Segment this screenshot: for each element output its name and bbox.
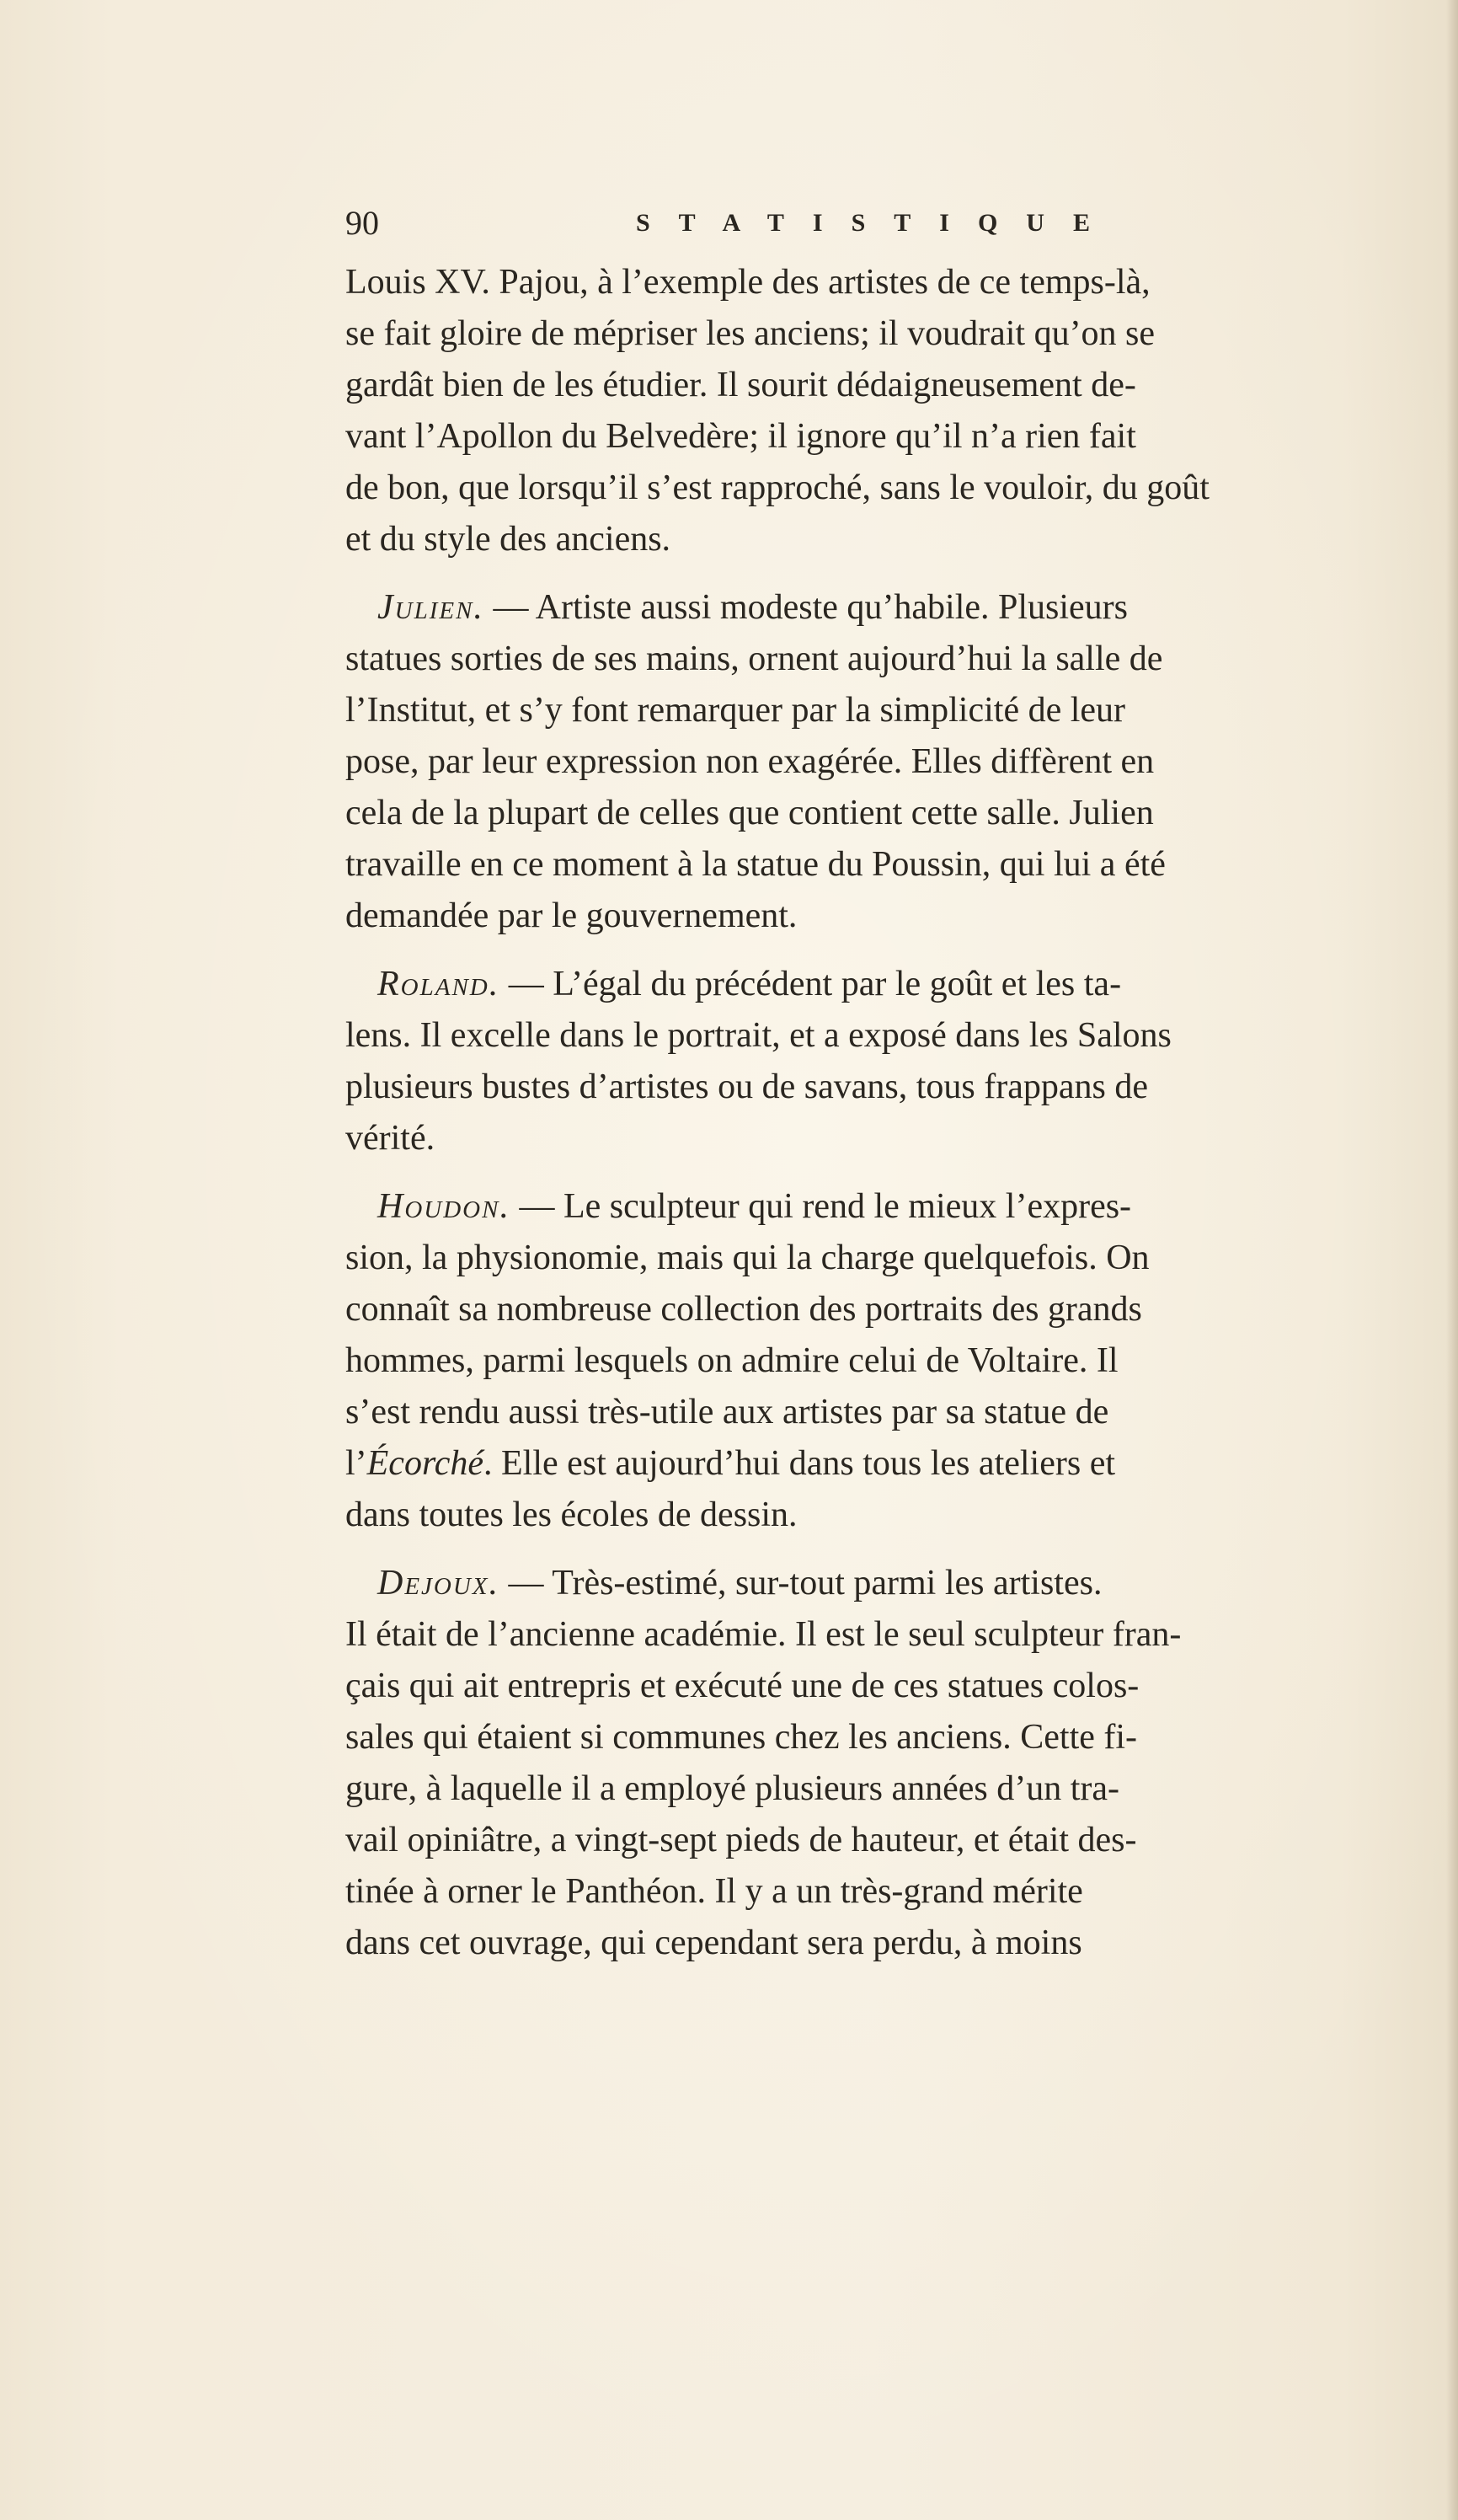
- text-line: Louis XV. Pajou, à l’exemple des artistes de ce temps-là,: [345, 263, 1151, 302]
- text-line: connaît sa nombreuse collection des portraits des grands: [345, 1290, 1142, 1329]
- text-line: vant l’Apollon du Belvedère; il ignore qu’il n’a rien fait: [345, 417, 1136, 456]
- artist-name: Roland.: [377, 965, 500, 1003]
- text-line: pose, par leur expression non exagérée. Elles diffèrent en: [345, 742, 1155, 781]
- paragraph-pajou: [345, 257, 1457, 565]
- text-line: dans toutes les écoles de dessin.: [345, 1495, 798, 1534]
- italic-title: Écorché: [366, 1444, 484, 1483]
- text-line: demandée par le gouvernement.: [345, 896, 798, 935]
- text-line: [345, 1181, 1457, 1233]
- lead-text: — Artiste aussi modeste qu’habile. Plusieurs: [483, 588, 1129, 627]
- text-line: s’est rendu aussi très-utile aux artistes par sa statue de: [345, 1393, 1109, 1431]
- text-line: et du style des anciens.: [345, 520, 671, 559]
- running-head: [345, 198, 1457, 257]
- text-line: lens. Il excelle dans le portrait, et a exposé dans les Salons: [345, 1016, 1172, 1055]
- paragraph-houdon: [345, 1181, 1457, 1541]
- paragraph-roland: [345, 959, 1457, 1164]
- line-fragment: l’: [345, 1444, 367, 1483]
- text-line: se fait gloire de mépriser les anciens; il voudrait qu’on se: [345, 314, 1156, 353]
- running-title: STATISTIQUE: [636, 209, 1119, 237]
- paragraph-julien: [345, 582, 1457, 942]
- page-number: 90: [345, 204, 379, 242]
- lead-text: — Le sculpteur qui rend le mieux l’expres-: [510, 1187, 1132, 1226]
- lead-text: — Très-estimé, sur-tout parmi les artistes.: [499, 1564, 1103, 1602]
- text-line: [345, 1438, 1457, 1490]
- text-line: gardât bien de les étudier. Il sourit dédaigneusement de-: [345, 366, 1136, 404]
- text-line: [345, 582, 1457, 634]
- lead-text: — L’égal du précédent par le goût et les ta-: [499, 965, 1122, 1003]
- artist-name: Houdon.: [377, 1187, 510, 1226]
- text-line: tinée à orner le Panthéon. Il y a un très-grand mérite: [345, 1872, 1083, 1911]
- text-line: sales qui étaient si communes chez les anciens. Cette fi-: [345, 1718, 1138, 1757]
- text-line: statues sorties de ses mains, ornent aujourd’hui la salle de: [345, 639, 1163, 678]
- text-line: [345, 959, 1457, 1010]
- text-line: cela de la plupart de celles que contient cette salle. Julien: [345, 794, 1154, 832]
- text-line: dans cet ouvrage, qui cependant sera perdu, à moins: [345, 1923, 1082, 1962]
- text-line: vérité.: [345, 1119, 435, 1158]
- text-line: gure, à laquelle il a employé plusieurs années d’un tra-: [345, 1769, 1119, 1808]
- text-line: vail opiniâtre, a vingt-sept pieds de hauteur, et était des-: [345, 1821, 1137, 1859]
- text-line: de bon, que lorsqu’il s’est rapproché, sans le vouloir, du goût: [345, 468, 1210, 507]
- text-line: travaille en ce moment à la statue du Poussin, qui lui a été: [345, 845, 1166, 884]
- text-line: [345, 1558, 1457, 1609]
- text-line: plusieurs bustes d’artistes ou de savans, tous frappans de: [345, 1067, 1148, 1106]
- paragraph-dejoux: [345, 1558, 1457, 1969]
- text-block: [345, 198, 1457, 1969]
- text-line: hommes, parmi lesquels on admire celui de Voltaire. Il: [345, 1341, 1119, 1380]
- line-fragment: . Elle est aujourd’hui dans tous les ateliers et: [483, 1444, 1116, 1483]
- text-line: çais qui ait entrepris et exécuté une de ces statues colos-: [345, 1667, 1140, 1705]
- text-line: Il était de l’ancienne académie. Il est le seul sculpteur fran-: [345, 1615, 1182, 1654]
- text-line: sion, la physionomie, mais qui la charge quelquefois. On: [345, 1239, 1150, 1277]
- artist-name: Julien.: [377, 588, 484, 627]
- text-line: l’Institut, et s’y font remarquer par la simplicité de leur: [345, 691, 1126, 730]
- artist-name: Dejoux.: [377, 1564, 500, 1602]
